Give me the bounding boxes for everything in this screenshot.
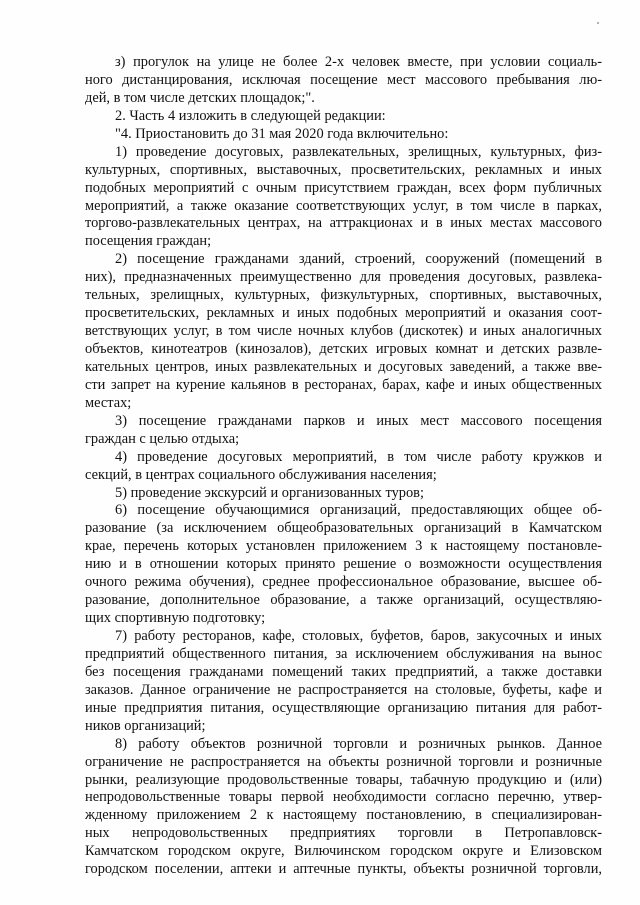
text-line: жденному приложением 2 к настоящему постановлению, в специализирован-: [85, 807, 602, 824]
text-line: иные предприятия питания, осуществляющие организацию питания для работ-: [85, 699, 602, 716]
text-line: торгово-развлекательных центрах, на аттракционах и в иных местах массового: [85, 215, 602, 232]
text-line: нию и в отношении которых принято решение о возможности осуществления: [85, 556, 602, 573]
text-line: разование, дополнительное образование, а также организаций, осуществляю-: [85, 592, 602, 609]
text-line: кательных центров, иных развлекательных и досуговых заведений, а также вве-: [85, 358, 602, 375]
text-line: 5) проведение экскурсий и организованных туров;: [115, 484, 424, 501]
text-line: крае, перечень которых установлен приложением 3 к настоящему постановле-: [85, 538, 602, 555]
text-line: городском поселении, аптеки и аптечные пункты, объекты розничной торговли,: [85, 861, 602, 878]
text-line: культурных, спортивных, выставочных, просветительских, рекламных и иных: [85, 161, 602, 178]
text-line: рынки, реализующие продовольственные товары, табачную продукцию и (или): [85, 771, 602, 788]
text-line: сти запрет на курение кальянов в ресторанах, барах, кафе и иных общественных: [85, 376, 602, 393]
text-line: просветительских, рекламных и иных подобных мероприятий и оказания соот-: [85, 305, 602, 322]
text-line: без посещения гражданами помещений таких предприятий, а также доставки: [85, 663, 602, 680]
text-line: 6) посещение обучающимися организаций, предоставляющих общее об-: [115, 502, 602, 519]
text-line: з) прогулок на улице не более 2-х человек вместе, при условии социаль-: [115, 54, 602, 70]
text-line: 2. Часть 4 изложить в следующей редакции:: [115, 107, 386, 124]
text-line: ветствующих услуг, в том числе ночных клубов (дискотек) и иных аналогичных: [85, 323, 602, 340]
text-line: посещения граждан;: [85, 233, 212, 250]
text-line: подобных мероприятий с очным присутствием граждан, всех форм публичных: [85, 179, 602, 196]
text-line: них), предназначенных преимущественно для проведения досуговых, развлека-: [85, 269, 602, 286]
scan-speck: [597, 22, 599, 24]
text-line: очного режима обучения), среднее профессиональное образование, высшее об-: [85, 574, 602, 591]
text-line: дей, в том числе детских площадок;".: [85, 89, 315, 106]
text-line: "4. Приостановить до 31 мая 2020 года включительно:: [115, 125, 449, 142]
text-line: Камчатском городском округе, Вилючинском городском округе и Елизовском: [85, 843, 602, 860]
text-line: секций, в центрах социального обслуживания населения;: [85, 466, 437, 483]
text-line: ных непродовольственных предприятиях торговли в Петропавловск-: [85, 825, 602, 842]
text-line: 8) работу объектов розничной торговли и розничных рынков. Данное: [115, 735, 602, 752]
text-line: 3) посещение гражданами парков и иных мест массового посещения: [115, 412, 602, 429]
text-line: ного дистанцирования, исключая посещение мест массового пребывания лю-: [85, 71, 602, 88]
text-line: 4) проведение досуговых мероприятий, в том числе работу кружков и: [115, 448, 602, 465]
text-line: объектов, кинотеатров (кинозалов), детских игровых комнат и детских развле-: [85, 341, 602, 357]
text-line: ограничение не распространяется на объекты розничной торговли и розничные: [85, 753, 602, 770]
text-line: 7) работу ресторанов, кафе, столовых, буфетов, баров, закусочных и иных: [115, 628, 602, 644]
text-line: разование (за исключением общеобразовательных организаций в Камчатском: [85, 520, 602, 537]
text-line: мероприятий, а также оказание соответствующих услуг, в том числе в парках,: [85, 197, 602, 214]
text-line: местах;: [85, 394, 132, 411]
document-body: [85, 54, 602, 879]
text-line: 1) проведение досуговых, развлекательных, зрелищных, культурных, физ-: [115, 143, 602, 160]
text-line: щих спортивную подготовку;: [85, 610, 266, 627]
text-line: 2) посещение гражданами зданий, строений, сооружений (помещений в: [115, 251, 602, 268]
text-line: ников организаций;: [85, 717, 206, 734]
text-line: непродовольственные товары первой необходимости согласно перечню, утвер-: [85, 789, 602, 806]
text-line: предприятий общественного питания, за исключением обслуживания на вынос: [85, 645, 602, 662]
text-line: граждан с целью отдыха;: [85, 430, 240, 447]
text-line: заказов. Данное ограничение не распространяется на столовые, буфеты, кафе и: [85, 681, 602, 698]
text-line: тельных, зрелищных, культурных, физкультурных, спортивных, выставочных,: [85, 287, 602, 304]
